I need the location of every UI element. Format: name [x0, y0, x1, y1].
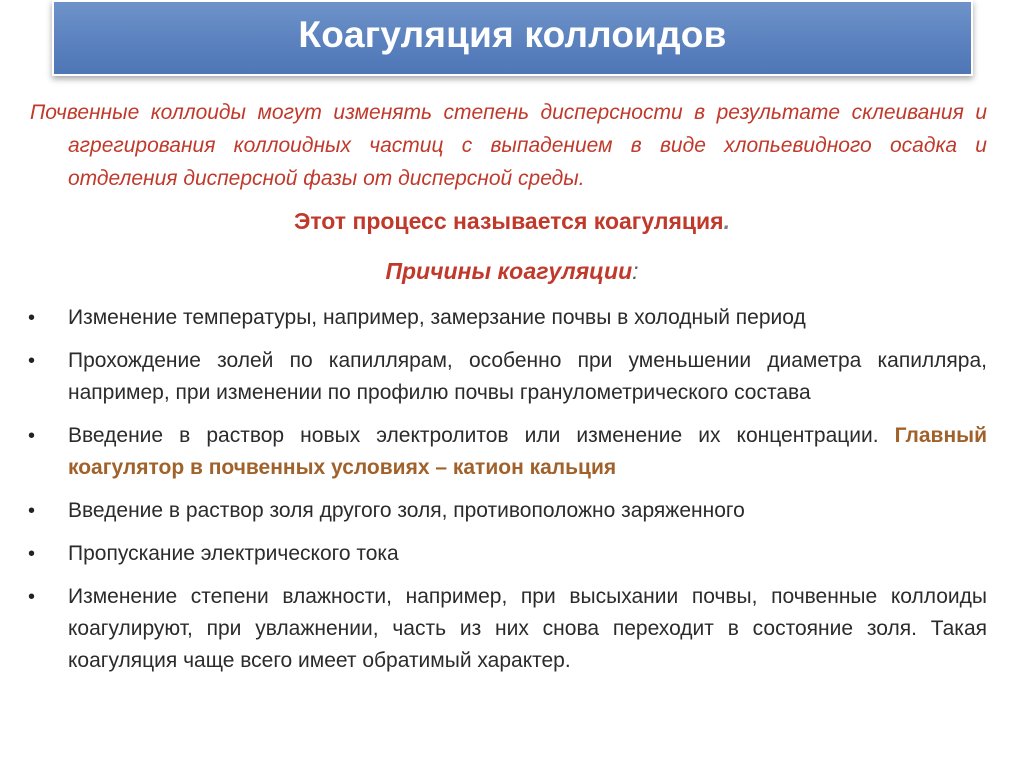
process-text: Этот процесс называется коагуляция — [293, 208, 724, 234]
bullet-text: Прохождение золей по капиллярам, особенно при уменьшении диаметра капилляра, например, при изменении по профилю почвы гранулометрического состава — [68, 349, 987, 404]
process-statement — [0, 208, 1024, 235]
slide-title: Коагуляция коллоидов — [298, 14, 727, 55]
list-item — [0, 495, 1024, 527]
bullet-text: Изменение температуры, например, замерзание почвы в холодный период — [68, 306, 806, 329]
bullet-text: Пропускание электрического тока — [68, 542, 399, 565]
list-item — [0, 420, 1024, 484]
calcium-highlight: Главный коагулятор в почвенных условиях – катион кальция — [68, 424, 987, 479]
bullet-text-with-highlight — [68, 420, 987, 484]
reasons-title-text: Причины коагуляции — [385, 258, 633, 284]
intro-line-1: Почвенные коллоиды могут изменять степень дисперсности в результате — [30, 101, 841, 124]
bullet-icon: • — [28, 543, 36, 565]
reasons-list — [0, 302, 1024, 688]
title-banner — [52, 0, 973, 76]
bullet-text: Изменение степени влажности, например, при высыхании почвы, почвенные коллоиды коагулируют, при увлажнении, часть из них снова переходит в состояние золя. Такая коагуляция чаще всего имеет обратимый характер. — [68, 585, 987, 672]
bullet-icon: • — [28, 350, 36, 372]
list-item — [0, 302, 1024, 334]
bullet-icon: • — [28, 500, 36, 522]
bullet-icon: • — [28, 586, 36, 608]
reasons-heading — [0, 258, 1024, 285]
intro-paragraph — [30, 96, 987, 195]
bullet-text: Введение в раствор золя другого золя, противоположно заряженного — [68, 499, 745, 522]
bullet-icon: • — [28, 307, 36, 329]
intro-rest: склеивания и агрегирования коллоидных частиц с выпадением в виде хлопьевидного осадка и отделения дисперсной фазы от дисперсной среды. — [68, 101, 987, 190]
list-item — [0, 538, 1024, 570]
process-period: . — [723, 208, 730, 234]
reasons-colon: : — [632, 258, 639, 284]
bullet-icon: • — [28, 425, 36, 447]
list-item — [0, 581, 1024, 677]
bullet-text: Введение в раствор новых электролитов или изменение их концентрации. — [68, 424, 879, 447]
list-item — [0, 345, 1024, 409]
